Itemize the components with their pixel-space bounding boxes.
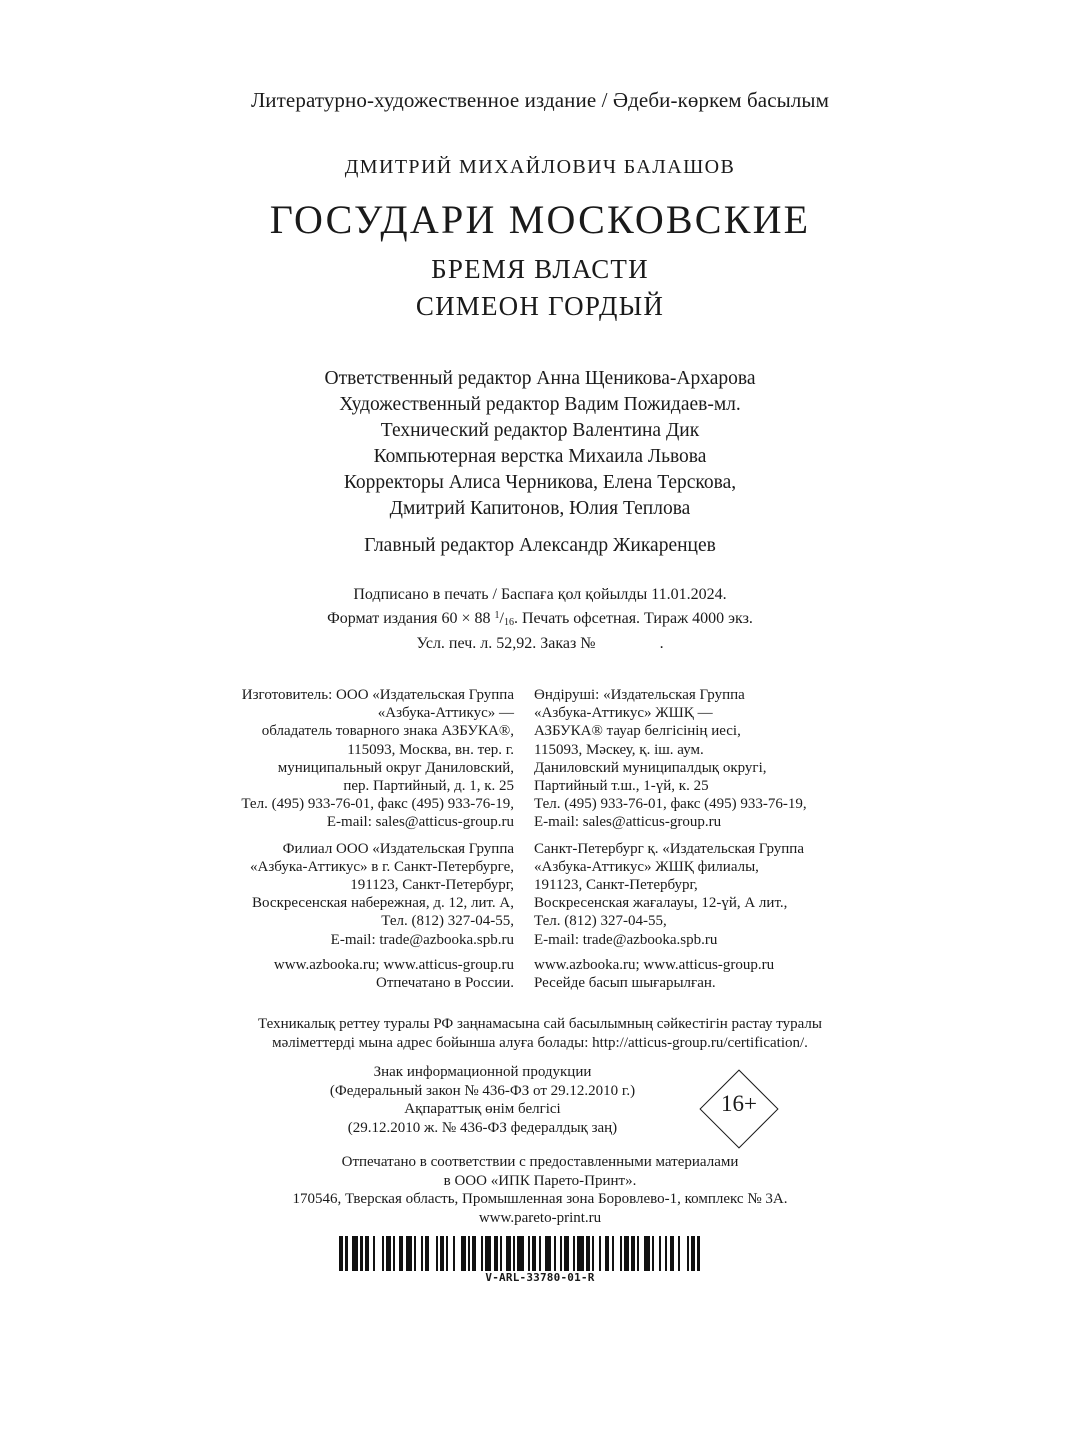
web-kz-printed: Ресейде басып шығарылған. [534,975,716,992]
info-sign-line: Знак информационной продукции [373,1064,592,1080]
tech-regulation-line: мәліметтерді мына адрес бойынша алуға болады: http://atticus-group.ru/certification/. [272,1034,808,1051]
printer-info [0,1153,1080,1227]
credits-list [0,366,1080,522]
manufacturer-ru-line: Тел. (495) 933-76-01, факс (495) 933-76-19, [241,796,514,813]
print-sheets: Усл. печ. л. 52,92. Заказ № . [416,635,664,652]
branch-kz-line: 191123, Санкт-Петербург, [534,877,698,894]
manufacturer-kz-line: АЗБУКА® тауар белгісінің иесі, [534,723,741,740]
format-prefix: Формат издания 60 × 88 [327,610,495,627]
info-sign-line: Ақпараттық өнім белгісі [404,1101,561,1117]
print-signed: Подписано в печать / Баспаға қол қойылды 11.01.2024. [353,586,727,603]
tech-regulation-line: Техникалық реттеу туралы РФ заңнамасына сай басылымның сәйкестігін растау туралы [258,1016,822,1032]
format-suffix: . Печать офсетная. Тираж 4000 экз. [513,610,753,627]
info-sign-text [300,1063,665,1137]
barcode-bar [700,1236,704,1271]
branch-ru-line: Тел. (812) 327-04-55, [381,913,514,930]
author-name: ДМИТРИЙ МИХАЙЛОВИЧ БАЛАШОВ [344,156,736,178]
manufacturer-kz-line: Өндіруші: «Издательская Группа [534,687,745,703]
branch-ru-line: 191123, Санкт-Петербург, [350,877,514,894]
info-sign-line: (29.12.2010 ж. № 436-ФЗ федералдық заң) [347,1119,618,1136]
print-info [0,584,1080,654]
age-rating-label: 16+ [721,1091,757,1116]
edition-type: Литературно-художественное издание / Әдеби-көркем басылым [250,88,830,112]
manufacturer-kz-line: «Азбука-Аттикус» ЖШҚ — [534,705,713,722]
format-denominator: 16 [503,617,514,628]
branch-ru-email: E-mail: trade@azbooka.spb.ru [330,931,514,948]
tech-regulation [0,1015,1080,1052]
book-subtitle-2: СИМЕОН ГОРДЫЙ [415,291,665,321]
format-numerator: 1 [494,610,500,621]
info-sign-line: (Федеральный закон № 436-ФЗ от 29.12.2010 г.) [329,1082,636,1099]
manufacturer-ru-line: «Азбука-Аттикус» — [377,705,514,722]
barcode-image [339,1236,705,1271]
credit-line: Компьютерная верстка Михаила Львова [373,446,707,467]
book-title: ГОСУДАРИ МОСКОВСКИЕ [269,197,811,242]
web-kz-sites: www.azbooka.ru; www.atticus-group.ru [534,956,775,973]
credit-line: Ответственный редактор Анна Щеникова-Архарова [324,368,756,389]
branch-ru-line: Воскресенская набережная, д. 12, лит. А, [252,895,514,912]
web-ru [180,956,514,992]
age-rating-badge [700,1070,778,1148]
credit-line: Технический редактор Валентина Дик [380,420,700,441]
manufacturer-ru [180,686,514,832]
credit-line: Дмитрий Капитонов, Юлия Теплова [389,498,691,519]
branch-ru-line: «Азбука-Аттикус» в г. Санкт-Петербурге, [250,858,514,875]
printer-line: в ООО «ИПК Парето-Принт». [443,1172,637,1189]
manufacturer-ru-line: муниципальный округ Даниловский, [277,759,514,776]
manufacturer-kz-line: 115093, Мәскеу, қ. іш. аум. [534,741,704,758]
printer-address: 170546, Тверская область, Промышленная зона Боровлево-1, комплекс № 3А. [292,1191,788,1207]
printer-website: www.pareto-print.ru [478,1209,602,1226]
manufacturer-ru-line: обладатель товарного знака АЗБУКА®, [261,723,514,740]
credit-line: Художественный редактор Вадим Пожидаев-мл. [339,394,741,415]
branch-kz-line: Воскресенская жағалауы, 12-үй, А лит., [534,895,788,912]
manufacturer-ru-email: E-mail: sales@atticus-group.ru [326,814,514,831]
manufacturer-ru-line: пер. Партийный, д. 1, к. 25 [343,778,514,795]
branch-kz [534,840,864,949]
manufacturer-ru-line: Изготовитель: ООО «Издательская Группа [241,687,514,703]
book-subtitle-1: БРЕМЯ ВЛАСТИ [431,254,649,284]
barcode-text: V-ARL-33780-01-R [485,1271,595,1284]
manufacturer-kz-email: E-mail: sales@atticus-group.ru [534,814,722,831]
chief-editor: Главный редактор Александр Жикаренцев [364,535,716,556]
manufacturer-kz [534,686,864,832]
web-ru-sites: www.azbooka.ru; www.atticus-group.ru [273,956,514,973]
branch-kz-line: «Азбука-Аттикус» ЖШҚ филиалы, [534,858,759,875]
manufacturer-kz-line: Даниловский муниципалдық округі, [534,759,767,776]
publisher-column-ru [180,686,514,992]
branch-ru [180,840,514,949]
publisher-column-kz [534,686,864,992]
branch-ru-line: Филиал ООО «Издательская Группа [282,840,514,857]
manufacturer-ru-line: 115093, Москва, вн. тер. г. [347,741,514,758]
manufacturer-kz-line: Тел. (495) 933-76-01, факс (495) 933-76-19, [534,796,807,813]
branch-kz-line: Тел. (812) 327-04-55, [534,913,667,930]
print-format: Формат издания 60 × 88 $^1/_{16}$. Печать офсетная. Тираж 4000 экз. [327,610,753,628]
web-ru-printed: Отпечатано в России. [376,975,514,992]
branch-kz-line: Санкт-Петербург қ. «Издательская Группа [534,840,804,857]
credit-line: Корректоры Алиса Черникова, Елена Терскова, [343,472,737,493]
manufacturer-kz-line: Партийный т.ш., 1-үй, к. 25 [534,778,709,795]
printer-line: Отпечатано в соответствии с предоставленными материалами [341,1154,739,1170]
web-kz [534,956,864,992]
branch-kz-email: E-mail: trade@azbooka.spb.ru [534,931,718,948]
